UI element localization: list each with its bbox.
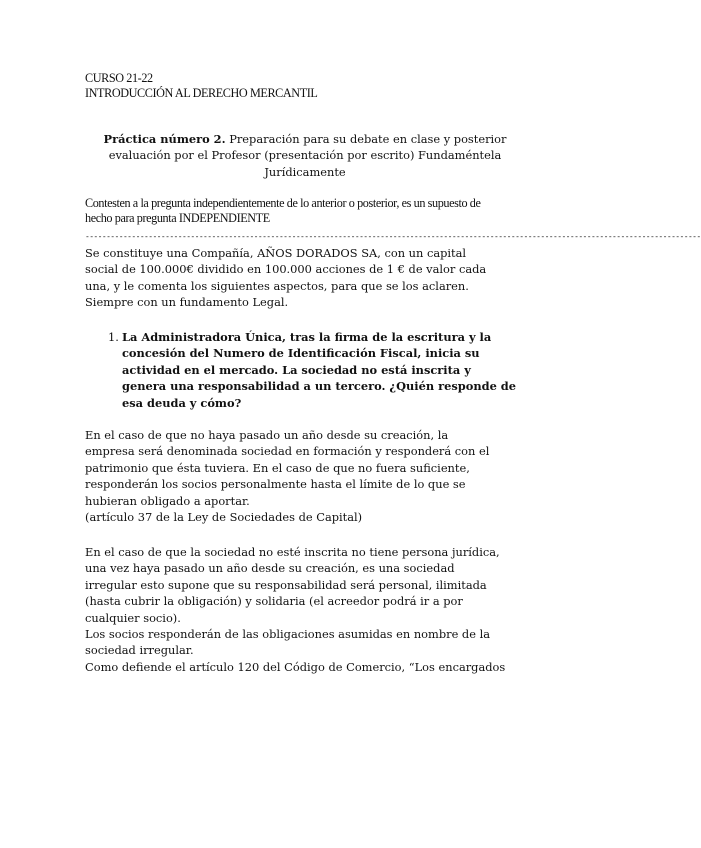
intro-line4: Siempre con un fundamento Legal. [85, 295, 289, 310]
answer2-line6: Los socios responderán de las obligaciones asumidas en nombre de la [85, 627, 491, 642]
intro-line2: social de 100.000€ dividido en 100.000 acciones de 1 € de valor cada [85, 262, 487, 277]
question-line2: concesión del Numero de Identificación Fiscal, inicia su [122, 346, 480, 361]
answer1-line3: patrimonio que ésta tuviera. En el caso de que no fuera suficiente, [85, 460, 470, 475]
practice-title [80, 131, 530, 180]
instruction-line2: hecho para pregunta INDEPENDIENTE [85, 211, 270, 225]
answer2-line1: En el caso de que la sociedad no esté inscrita no tiene persona jurídica, [85, 545, 500, 559]
question-line5: esa deuda y cómo? [122, 395, 242, 410]
course-header [85, 71, 317, 101]
answer1-line5: hubieran obligado a aportar. [85, 493, 250, 508]
answer-paragraph-1 [85, 427, 489, 525]
intro-line1: Se constituye una Compañía, AÑOS DORADOS SA, con un capital [85, 246, 467, 260]
question-text [122, 329, 516, 411]
intro-line3: una, y le comenta los siguientes aspectos, para que se los aclaren. [85, 278, 469, 293]
practice-title-bold: Práctica número 2. [103, 132, 226, 146]
answer2-line2: una vez haya pasado un año desde su creación, es una sociedad [85, 561, 455, 576]
intro-paragraph [85, 245, 486, 311]
course-label: CURSO 21-22 [85, 71, 153, 85]
answer2-line4: (hasta cubrir la obligación) y solidaria (el acreedor podrá ir a por [85, 594, 463, 609]
question-number: 1. [108, 330, 119, 344]
practice-title-line1: Preparación para su debate en clase y posterior [225, 132, 507, 146]
answer2-line8: Como defiende el artículo 120 del Código de Comercio, “Los encargados [85, 659, 506, 674]
separator-line: -------------------------------------------------------------------------------------------------------------------------------------------------- [85, 232, 701, 241]
answer2-line5: cualquier socio). [85, 610, 181, 625]
answer1-line1: En el caso de que no haya pasado un año desde su creación, la [85, 428, 449, 442]
practice-title-line3: Jurídicamente [264, 164, 346, 179]
answer-paragraph-2 [85, 544, 505, 675]
answer1-line2: empresa será denominada sociedad en formación y responderá con el [85, 444, 490, 459]
answer2-line3: irregular esto supone que su responsabilidad será personal, ilimitada [85, 577, 487, 592]
practice-title-line2: evaluación por el Profesor (presentación por escrito) Fundaméntela [108, 148, 502, 163]
answer1-line6: (artículo 37 de la Ley de Sociedades de Capital) [85, 510, 363, 525]
answer1-line4: responderán los socios personalmente hasta el límite de lo que se [85, 477, 466, 492]
question-line3: actividad en el mercado. La sociedad no está inscrita y [122, 362, 471, 377]
answer2-line7: sociedad irregular. [85, 643, 194, 658]
question-line4: genera una responsabilidad a un tercero. ¿Quién responde de [122, 379, 517, 394]
instruction-text [85, 196, 481, 226]
instruction-line1: Contesten a la pregunta independientemente de lo anterior o posterior, es un supuesto de [85, 196, 481, 210]
question-line1: La Administradora Única, tras la firma de la escritura y la [122, 330, 492, 344]
subject-label: INTRODUCCIÓN AL DERECHO MERCANTIL [85, 86, 318, 100]
